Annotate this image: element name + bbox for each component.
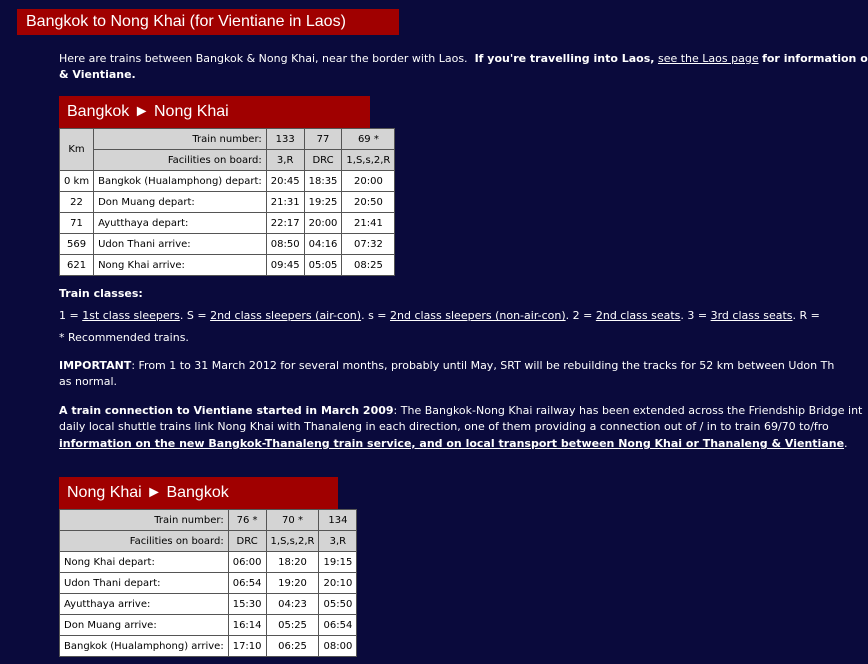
km-cell: 71 <box>60 213 94 234</box>
legend-text: . 2 = <box>565 309 596 322</box>
vientiane-end: . <box>844 437 848 450</box>
2nd-class-seats-link[interactable]: 2nd class seats <box>595 309 681 322</box>
intro-bold-after: for information o <box>762 52 868 65</box>
train-number: 133 <box>266 129 304 150</box>
station-cell: Nong Khai depart: <box>60 552 229 573</box>
intro-line2: & Vientiane. <box>59 68 136 81</box>
time-cell: 17:10 <box>228 636 266 657</box>
facilities-value: 1,S,s,2,R <box>342 150 395 171</box>
table2-title: Nong Khai ► Bangkok <box>59 477 338 509</box>
table-row <box>60 234 395 255</box>
train-classes-legend <box>59 308 820 324</box>
laos-page-link[interactable]: see the Laos page <box>657 52 759 65</box>
facilities-value: 3,R <box>266 150 304 171</box>
vientiane-text: : The Bangkok-Nong Khai railway has been extended across the Friendship Bridge int <box>393 404 863 417</box>
3rd-class-seats-link[interactable]: 3rd class seats <box>710 309 793 322</box>
time-cell: 06:54 <box>319 615 357 636</box>
time-cell: 22:17 <box>266 213 304 234</box>
facilities-value: 3,R <box>319 531 357 552</box>
train-number: 70 * <box>266 510 319 531</box>
time-cell: 09:45 <box>266 255 304 276</box>
station-cell: Don Muang arrive: <box>60 615 229 636</box>
time-cell: 15:30 <box>228 594 266 615</box>
time-cell: 18:35 <box>304 171 342 192</box>
km-cell: 22 <box>60 192 94 213</box>
important-label: IMPORTANT <box>59 359 132 372</box>
train-number-label: Train number: <box>94 129 267 150</box>
vientiane-heading: A train connection to Vientiane started in March 2009 <box>59 404 394 417</box>
facilities-label: Facilities on board: <box>60 531 229 552</box>
vientiane-paragraph <box>59 403 862 419</box>
2nd-class-sleepers-nonaircon-link[interactable]: 2nd class sleepers (non-air-con) <box>390 309 566 322</box>
legend-text: . 3 = <box>680 309 711 322</box>
time-cell: 05:50 <box>319 594 357 615</box>
station-cell: Bangkok (Hualamphong) arrive: <box>60 636 229 657</box>
table-row <box>60 552 357 573</box>
intro-paragraph <box>59 51 868 67</box>
train-number: 69 * <box>342 129 395 150</box>
table-row <box>60 171 395 192</box>
intro-bold: If you're travelling into Laos, <box>474 52 655 65</box>
train-number-label: Train number: <box>60 510 229 531</box>
table-row <box>60 636 357 657</box>
legend-text: . S = <box>179 309 211 322</box>
recommended-note: * Recommended trains. <box>59 331 189 344</box>
time-cell: 18:20 <box>266 552 319 573</box>
time-cell: 19:25 <box>304 192 342 213</box>
table-row <box>60 192 395 213</box>
important-paragraph <box>59 358 834 374</box>
time-cell: 19:20 <box>266 573 319 594</box>
time-cell: 04:16 <box>304 234 342 255</box>
time-cell: 21:31 <box>266 192 304 213</box>
km-cell: 621 <box>60 255 94 276</box>
bangkok-nongkhai-table <box>59 128 395 276</box>
station-cell: Don Muang depart: <box>94 192 267 213</box>
time-cell: 05:25 <box>266 615 319 636</box>
important-line2: as normal. <box>59 375 118 388</box>
thanaleng-info-link[interactable]: information on the new Bangkok-Thanaleng train service, and on local transport between Nong Khai or Thanaleng & Vientiane <box>59 437 845 450</box>
table-row <box>60 573 357 594</box>
station-cell: Ayutthaya depart: <box>94 213 267 234</box>
km-header: Km <box>60 129 94 171</box>
nongkhai-bangkok-table <box>59 509 357 657</box>
train-number: 134 <box>319 510 357 531</box>
time-cell: 21:41 <box>342 213 395 234</box>
facilities-value: 1,S,s,2,R <box>266 531 319 552</box>
time-cell: 06:00 <box>228 552 266 573</box>
table-row <box>60 255 395 276</box>
time-cell: 20:50 <box>342 192 395 213</box>
time-cell: 16:14 <box>228 615 266 636</box>
station-cell: Udon Thani depart: <box>60 573 229 594</box>
time-cell: 08:25 <box>342 255 395 276</box>
time-cell: 08:00 <box>319 636 357 657</box>
time-cell: 05:05 <box>304 255 342 276</box>
km-cell: 0 km <box>60 171 94 192</box>
2nd-class-sleepers-aircon-link[interactable]: 2nd class sleepers (air-con) <box>210 309 362 322</box>
table-row <box>60 213 395 234</box>
facilities-label: Facilities on board: <box>94 150 267 171</box>
train-number: 77 <box>304 129 342 150</box>
intro-text: Here are trains between Bangkok & Nong Khai, near the border with Laos. <box>59 52 468 65</box>
facilities-value: DRC <box>228 531 266 552</box>
1st-class-sleepers-link[interactable]: 1st class sleepers <box>82 309 180 322</box>
time-cell: 20:00 <box>304 213 342 234</box>
time-cell: 19:15 <box>319 552 357 573</box>
station-cell: Nong Khai arrive: <box>94 255 267 276</box>
time-cell: 20:45 <box>266 171 304 192</box>
time-cell: 06:25 <box>266 636 319 657</box>
facilities-value: DRC <box>304 150 342 171</box>
station-cell: Ayutthaya arrive: <box>60 594 229 615</box>
page-title: Bangkok to Nong Khai (for Vientiane in Laos) <box>17 9 399 35</box>
station-cell: Udon Thani arrive: <box>94 234 267 255</box>
time-cell: 06:54 <box>228 573 266 594</box>
table1-title: Bangkok ► Nong Khai <box>59 96 370 128</box>
important-text: : From 1 to 31 March 2012 for several months, probably until May, SRT will be rebuilding the tracks for 52 km between Udon Th <box>131 359 835 372</box>
time-cell: 20:00 <box>342 171 395 192</box>
station-cell: Bangkok (Hualamphong) depart: <box>94 171 267 192</box>
vientiane-line3 <box>59 436 848 452</box>
legend-text: . s = <box>361 309 391 322</box>
train-classes-heading: Train classes: <box>59 287 143 300</box>
km-cell: 569 <box>60 234 94 255</box>
table-row <box>60 615 357 636</box>
legend-text: . R = <box>792 309 820 322</box>
train-number: 76 * <box>228 510 266 531</box>
time-cell: 07:32 <box>342 234 395 255</box>
time-cell: 08:50 <box>266 234 304 255</box>
legend-text: 1 = <box>59 309 83 322</box>
time-cell: 20:10 <box>319 573 357 594</box>
time-cell: 04:23 <box>266 594 319 615</box>
table-row <box>60 594 357 615</box>
vientiane-line2: daily local shuttle trains link Nong Khai with Thanaleng in each direction, one of them providing a connection out of / in to train 69/70 to/fro <box>59 420 829 433</box>
